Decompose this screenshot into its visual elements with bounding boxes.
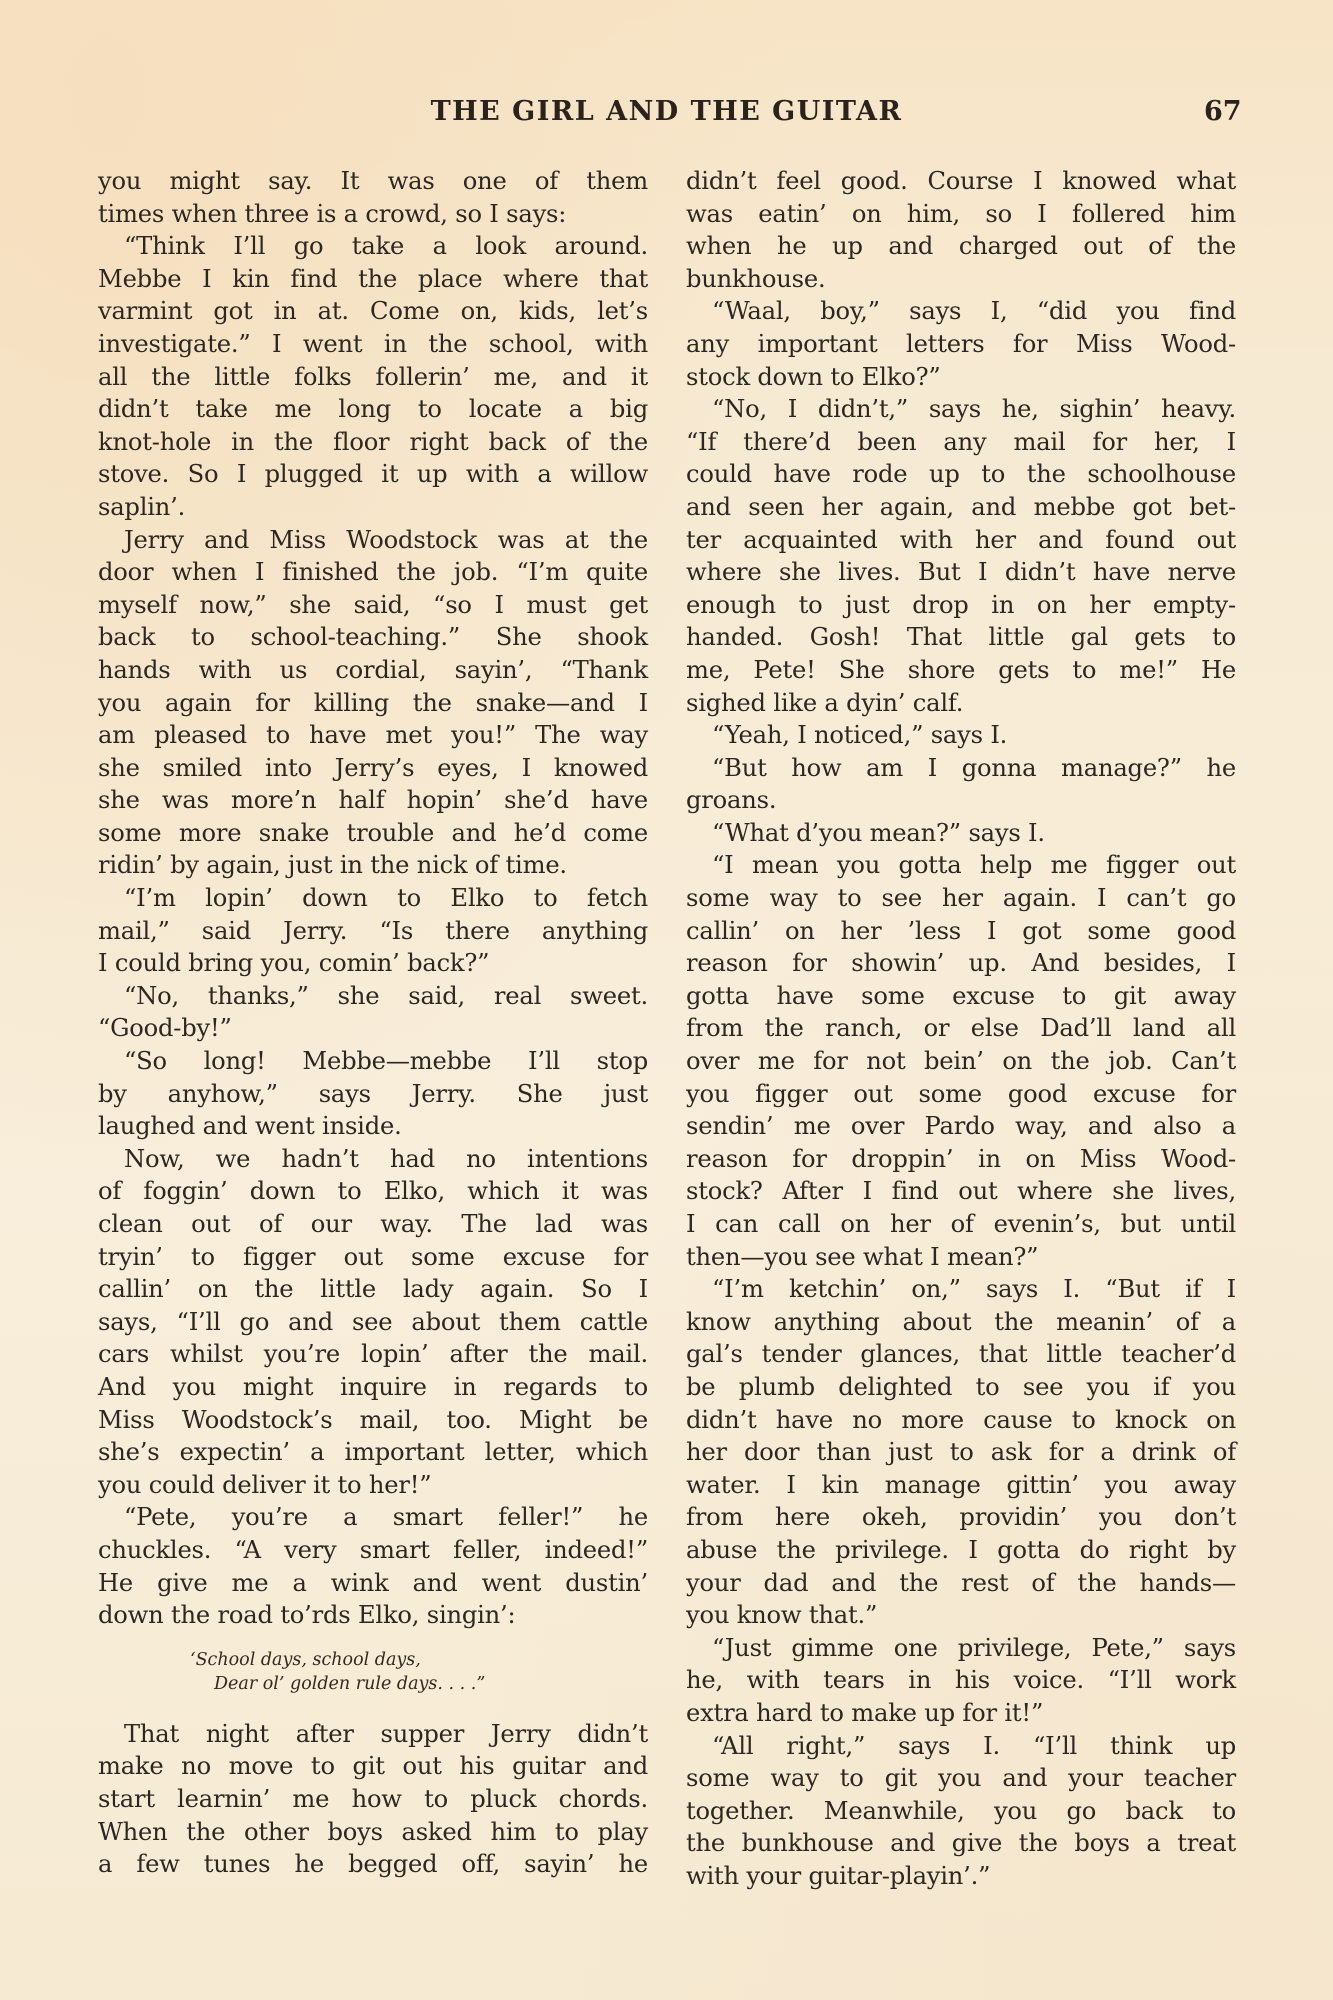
text-line: she smiled into Jerry’s eyes, I knowed <box>98 753 648 782</box>
text-line: with your guitar-playin’.” <box>686 1861 991 1890</box>
text-line: mail,” said Jerry. “Is there anything <box>98 916 648 945</box>
text-line: And you might inquire in regards to <box>98 1372 648 1401</box>
text-line: “So long! Mebbe—mebbe I’ll stop <box>124 1047 648 1076</box>
text-line: be plumb delighted to see you if you <box>686 1372 1236 1401</box>
text-line: extra hard to make up for it!” <box>686 1698 1044 1727</box>
text-line: That night after supper Jerry didn’t <box>124 1719 648 1748</box>
text-line: then—you see what I mean?” <box>686 1242 1039 1271</box>
text-line: reason for showin’ up. And besides, I <box>686 949 1236 978</box>
text-line: gotta have some excuse to git away <box>686 981 1236 1010</box>
text-line: “But how am I gonna manage?” he <box>712 753 1236 782</box>
text-line: varmint got in at. Come on, kids, let’s <box>98 297 648 326</box>
left-column-text <box>98 165 648 1632</box>
text-line: water. I kin manage gittin’ you away <box>686 1470 1236 1499</box>
text-line: enough to just drop in on her empty- <box>686 590 1236 619</box>
left-column-text-continued <box>98 1718 648 1881</box>
text-line: start learnin’ me how to pluck chords. <box>98 1784 648 1813</box>
text-line: “Just gimme one privilege, Pete,” says <box>712 1633 1236 1662</box>
verse-line: Dear ol’ golden rule days. . . .” <box>214 1673 486 1694</box>
text-line: where she lives. But I didn’t have nerve <box>686 558 1236 587</box>
text-line: some way to git you and your teacher <box>686 1764 1236 1793</box>
text-line: am pleased to have met you!” The way <box>98 721 648 750</box>
text-line: was eatin’ on him, so I follered him <box>686 199 1236 228</box>
text-line: make no move to git out his guitar and <box>98 1752 648 1781</box>
text-line: laughed and went inside. <box>98 1112 402 1141</box>
text-line: you know that.” <box>686 1601 878 1630</box>
right-column-text <box>686 165 1236 1892</box>
text-line: you could deliver it to her!” <box>98 1470 432 1499</box>
text-line: handed. Gosh! That little gal gets to <box>686 623 1236 652</box>
text-line: groans. <box>686 786 777 815</box>
text-line: “I’m lopin’ down to Elko to fetch <box>124 884 648 913</box>
text-line: know anything about the meanin’ of a <box>686 1307 1236 1336</box>
verse-line: ‘School days, school days, <box>190 1649 421 1670</box>
text-line: you might say. It was one of them <box>98 167 648 195</box>
text-line: she’s expectin’ a important letter, which <box>98 1438 648 1467</box>
text-line: “If there’d been any mail for her, I <box>686 427 1236 456</box>
text-line: of foggin’ down to Elko, which it was <box>98 1177 648 1206</box>
text-line: “Think I’ll go take a look around. <box>124 232 648 261</box>
text-line: some more snake trouble and he’d come <box>98 818 648 847</box>
text-line: from the ranch, or else Dad’ll land all <box>686 1014 1236 1043</box>
text-line: hands with us cordial, sayin’, “Thank <box>98 655 648 684</box>
text-line: by anyhow,” says Jerry. She just <box>98 1079 648 1108</box>
text-line: “No, thanks,” she said, real sweet. <box>124 981 648 1010</box>
right-column <box>686 165 1236 1892</box>
text-line: ridin’ by again, just in the nick of time. <box>98 851 567 880</box>
text-line: some way to see her again. I can’t go <box>686 884 1236 913</box>
text-line: callin’ on the little lady again. So I <box>98 1275 648 1304</box>
text-line: ter acquainted with her and found out <box>686 525 1236 554</box>
text-line: back to school-teaching.” She shook <box>98 623 648 652</box>
text-line: “No, I didn’t,” says he, sighin’ heavy. <box>712 395 1236 424</box>
text-line: Jerry and Miss Woodstock was at the <box>124 525 648 554</box>
text-line: he, with tears in his voice. “I’ll work <box>686 1666 1236 1695</box>
text-line: sighed like a dyin’ calf. <box>686 688 964 717</box>
text-line: stock? After I find out where she lives, <box>686 1177 1236 1206</box>
text-line: “What d’you mean?” says I. <box>712 818 1045 847</box>
running-title: THE GIRL AND THE GUITAR <box>430 96 903 127</box>
text-line: “Yeah, I noticed,” says I. <box>712 721 1008 750</box>
left-column <box>98 165 648 1881</box>
text-line: your dad and the rest of the hands— <box>686 1568 1236 1597</box>
text-line: didn’t take me long to locate a big <box>98 395 648 424</box>
text-line: from here okeh, providin’ you don’t <box>686 1503 1236 1532</box>
text-line: “Good-by!” <box>98 1014 232 1043</box>
text-line: Mebbe I kin find the place where that <box>98 264 648 293</box>
text-line: times when three is a crowd, so I says: <box>98 199 567 228</box>
text-line: any important letters for Miss Wood- <box>686 329 1236 358</box>
text-line: didn’t feel good. Course I knowed what <box>686 167 1236 195</box>
text-line: says, “I’ll go and see about them cattle <box>98 1307 648 1336</box>
text-line: “All right,” says I. “I’ll think up <box>712 1731 1236 1760</box>
text-line: a few tunes he begged off, sayin’ he <box>98 1850 648 1879</box>
text-line: myself now,” she said, “so I must get <box>98 590 648 619</box>
text-line: you figger out some good excuse for <box>686 1079 1236 1108</box>
text-line: you again for killing the snake—and I <box>98 688 648 717</box>
text-line: “Pete, you’re a smart feller!” he <box>124 1503 648 1532</box>
text-line: stock down to Elko?” <box>686 362 941 391</box>
page-number: 67 <box>1204 96 1242 127</box>
running-head <box>0 96 1333 136</box>
text-line: callin’ on her ’less I got some good <box>686 916 1236 945</box>
text-line: abuse the privilege. I gotta do right by <box>686 1535 1236 1564</box>
text-line: sendin’ me over Pardo way, and also a <box>686 1112 1236 1141</box>
text-line: when he up and charged out of the <box>686 232 1236 261</box>
text-line: When the other boys asked him to play <box>98 1817 648 1846</box>
text-line: “I’m ketchin’ on,” says I. “But if I <box>712 1275 1236 1304</box>
text-line: I can call on her of evenin’s, but until <box>686 1210 1236 1238</box>
text-line: down the road to’rds Elko, singin’: <box>98 1601 516 1630</box>
text-line: and seen her again, and mebbe got bet- <box>686 492 1236 521</box>
text-line: her door than just to ask for a drink of <box>686 1438 1236 1467</box>
text-line: knot-hole in the floor right back of the <box>98 427 648 456</box>
text-line: reason for droppin’ in on Miss Wood- <box>686 1144 1236 1173</box>
text-line: over me for not bein’ on the job. Can’t <box>686 1047 1236 1076</box>
text-line: stove. So I plugged it up with a willow <box>98 460 648 489</box>
text-line: door when I finished the job. “I’m quite <box>98 558 648 587</box>
text-line: she was more’n half hopin’ she’d have <box>98 786 648 815</box>
text-line: didn’t have no more cause to knock on <box>686 1405 1236 1434</box>
text-line: gal’s tender glances, that little teacher’d <box>686 1340 1236 1369</box>
text-line: all the little folks follerin’ me, and it <box>98 362 648 391</box>
text-line: cars whilst you’re lopin’ after the mail. <box>98 1340 648 1369</box>
text-line: “Waal, boy,” says I, “did you find <box>712 297 1236 326</box>
text-line: chuckles. “A very smart feller, indeed!” <box>98 1535 648 1564</box>
text-line: the bunkhouse and give the boys a treat <box>686 1829 1236 1858</box>
text-line: “I mean you gotta help me figger out <box>712 851 1236 880</box>
text-line: me, Pete! She shore gets to me!” He <box>686 655 1236 684</box>
text-line: bunkhouse. <box>686 264 826 293</box>
text-line: investigate.” I went in the school, with <box>98 329 648 358</box>
text-line: tryin’ to figger out some excuse for <box>98 1242 648 1271</box>
text-line: saplin’. <box>98 492 186 521</box>
text-line: I could bring you, comin’ back?” <box>98 949 490 978</box>
text-line: together. Meanwhile, you go back to <box>686 1796 1236 1825</box>
text-line: clean out of our way. The lad was <box>98 1210 648 1238</box>
text-line: Now, we hadn’t had no intentions <box>124 1144 648 1173</box>
text-line: Miss Woodstock’s mail, too. Might be <box>98 1405 648 1434</box>
text-line: could have rode up to the schoolhouse <box>686 460 1236 489</box>
text-line: He give me a wink and went dustin’ <box>98 1568 648 1597</box>
